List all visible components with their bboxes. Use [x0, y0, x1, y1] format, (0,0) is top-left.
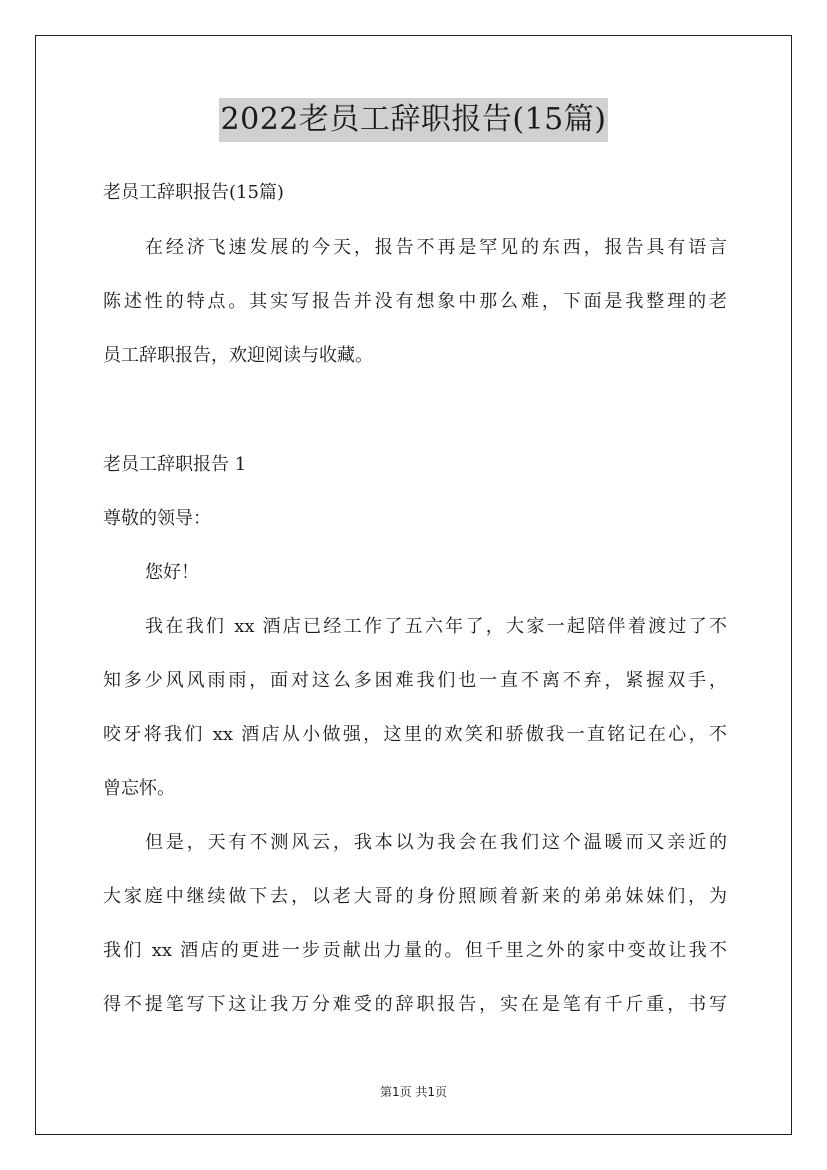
para1-line-3: 咬牙将我们 xx 酒店从小做强，这里的欢笑和骄傲我一直铭记在心，不	[103, 724, 727, 745]
para2-line-1: 但是，天有不测风云，我本以为我会在我们这个温暖而又亲近的	[145, 832, 727, 853]
subtitle: 老员工辞职报告(15篇)	[103, 182, 284, 203]
para2-line-2: 大家庭中继续做下去，以老大哥的身份照顾着新来的弟弟妹妹们，为	[103, 886, 727, 907]
intro-line-1: 在经济飞速发展的今天，报告不再是罕见的东西，报告具有语言	[145, 237, 727, 258]
section-heading: 老员工辞职报告 1	[103, 454, 247, 475]
para2-line-3: 我们 xx 酒店的更进一步贡献出力量的。但千里之外的家中变故让我不	[103, 940, 727, 961]
greeting: 您好！	[145, 562, 199, 583]
document-title: 2022老员工辞职报告(15篇)	[219, 98, 609, 142]
intro-line-2: 陈述性的特点。其实写报告并没有想象中那么难，下面是我整理的老	[103, 291, 727, 312]
para2-line-4: 得不提笔写下这让我万分难受的辞职报告，实在是笔有千斤重，书写	[103, 994, 727, 1015]
para1-line-4: 曾忘怀。	[103, 778, 175, 799]
page-footer: 第1页 共1页	[379, 1085, 448, 1099]
para1-line-2: 知多少风风雨雨，面对这么多困难我们也一直不离不弃，紧握双手，	[103, 670, 727, 691]
intro-line-3: 员工辞职报告，欢迎阅读与收藏。	[103, 345, 373, 366]
para1-line-1: 我在我们 xx 酒店已经工作了五六年了，大家一起陪伴着渡过了不	[145, 616, 727, 637]
title-wrap	[0, 98, 827, 142]
salutation: 尊敬的领导：	[103, 508, 211, 529]
